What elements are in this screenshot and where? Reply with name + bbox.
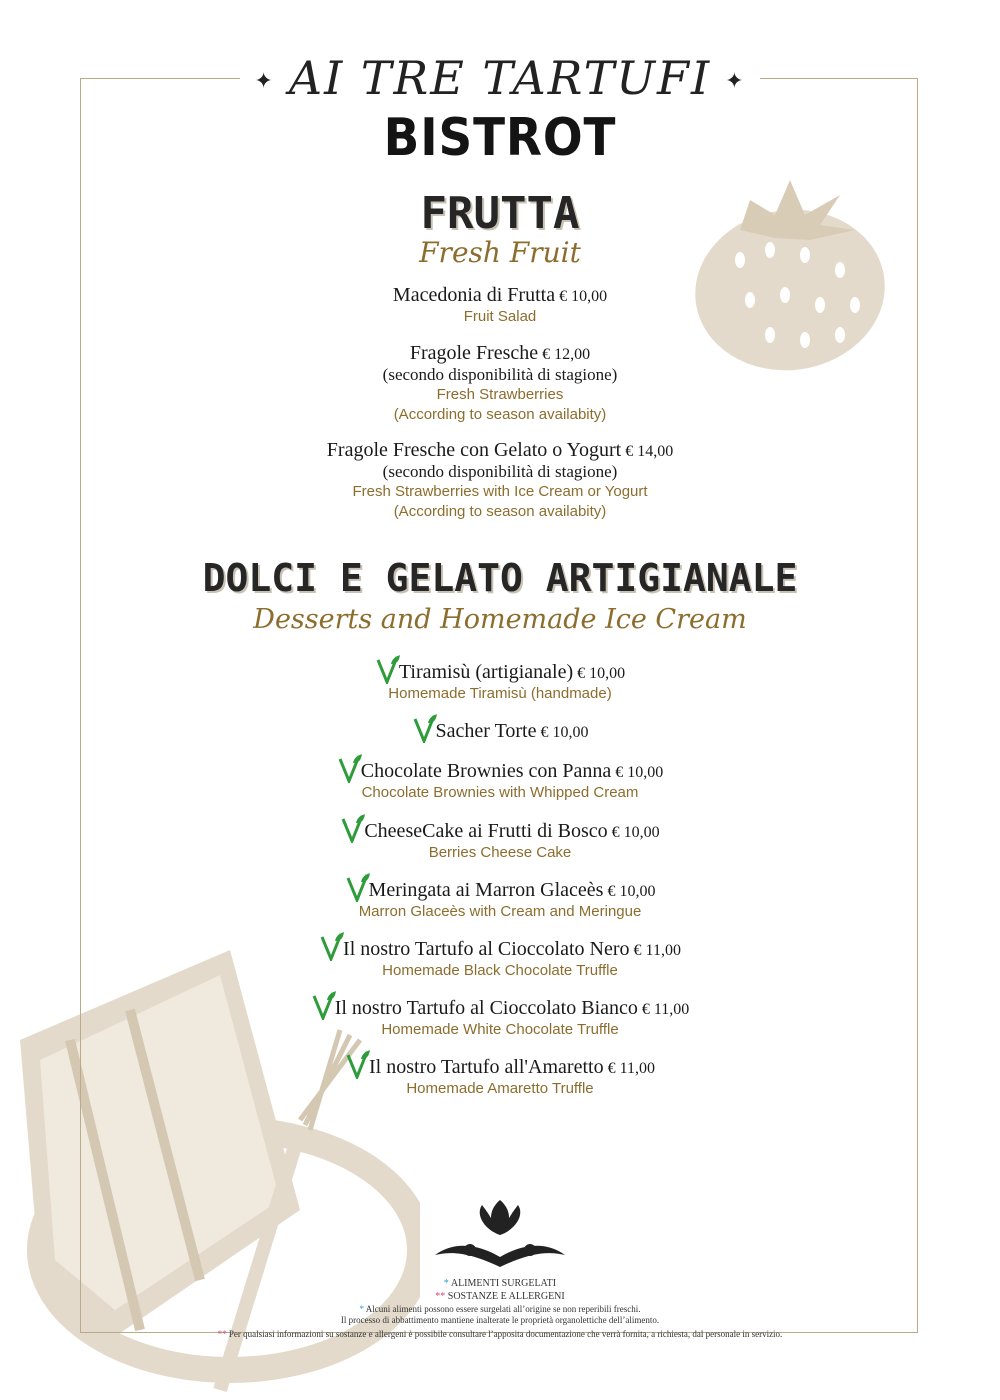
item-translation: Homemade Amaretto Truffle (406, 1080, 594, 1097)
item-price: € 11,00 (607, 1060, 655, 1077)
menu-item (0, 1049, 1000, 1099)
frutta-subtitle: Fresh Fruit (419, 236, 581, 269)
vegan-leaf-icon (375, 654, 401, 684)
diamond-ornament-icon: ✦ (725, 69, 746, 94)
menu-item (0, 343, 1000, 425)
item-translation: Homemade White Chocolate Truffle (381, 1021, 619, 1038)
item-name: Fragole Fresche (409, 342, 539, 364)
frozen-note (0, 1304, 1000, 1314)
menu-item (0, 713, 1000, 743)
menu-item (0, 990, 1000, 1040)
frozen-note-text-1: Alcuni alimenti possono essere surgelati all’origine se non reperibili freschi. (365, 1304, 641, 1314)
item-name: Meringata ai Marron Glaceès (368, 879, 604, 901)
item-price: € 14,00 (625, 443, 674, 460)
vegan-leaf-icon (412, 713, 438, 743)
vegan-leaf-icon (345, 1049, 371, 1079)
diamond-ornament-icon: ✦ (254, 69, 275, 94)
item-price: € 11,00 (633, 942, 681, 959)
item-translation: Marron Glaceès with Cream and Meringue (358, 903, 642, 920)
item-translation-note: (According to season availabity) (393, 406, 607, 423)
allergen-note-text: Per qualsiasi informazioni su sostanze e allergeni è possibile consultare l’apposita documentazione che verrà fornita, a richiesta, dal personale in servizio. (228, 1329, 783, 1339)
item-name: Il nostro Tartufo al Cioccolato Bianco (334, 997, 638, 1019)
item-price: € 10,00 (615, 764, 664, 781)
asterisk-blue: * (359, 1304, 364, 1314)
item-name: Il nostro Tartufo all'Amaretto (369, 1056, 604, 1078)
item-price: € 12,00 (542, 346, 591, 363)
restaurant-name-text: AI TRE TARTUFI (288, 51, 712, 105)
menu-item (0, 753, 1000, 803)
item-translation: Fresh Strawberries with Ice Cream or Yogurt (352, 483, 648, 500)
item-name: Il nostro Tartufo al Cioccolato Nero (343, 938, 630, 960)
asterisk-pink: ** (435, 1291, 446, 1302)
item-translation: Homemade Black Chocolate Truffle (382, 962, 618, 979)
menu-item (0, 440, 1000, 522)
item-price: € 11,00 (641, 1001, 690, 1018)
item-price: € 10,00 (559, 288, 608, 305)
legend-allergens (0, 1291, 1000, 1302)
menu-item (0, 931, 1000, 981)
vegan-leaf-icon (340, 813, 366, 843)
item-translation-note: (According to season availabity) (393, 503, 607, 520)
menu-item (0, 654, 1000, 704)
vegan-leaf-icon (319, 931, 345, 961)
asterisk-blue: * (443, 1278, 449, 1289)
item-translation: Fruit Salad (463, 308, 537, 325)
menu-item (0, 813, 1000, 863)
item-translation: Chocolate Brownies with Whipped Cream (361, 784, 639, 801)
item-price: € 10,00 (611, 824, 660, 841)
allergen-note (0, 1329, 1000, 1339)
item-price: € 10,00 (577, 665, 626, 682)
item-translation: Fresh Strawberries (436, 386, 564, 403)
dolci-title: DOLCI E GELATO ARTIGIANALE (202, 556, 798, 600)
legend-frozen-text: ALIMENTI SURGELATI (450, 1278, 557, 1289)
item-price: € 10,00 (607, 883, 656, 900)
item-name: Sacher Torte (435, 720, 537, 742)
vegan-leaf-icon (311, 990, 337, 1020)
asterisk-pink: ** (217, 1329, 227, 1339)
legend-allergens-text: SOSTANZE E ALLERGENI (447, 1291, 565, 1302)
item-translation: Homemade Tiramisù (handmade) (388, 685, 612, 702)
menu-item (0, 872, 1000, 922)
item-name: CheeseCake ai Frutti di Bosco (364, 820, 608, 842)
legend-frozen (0, 1278, 1000, 1289)
fleur-ornament-icon (430, 1195, 570, 1275)
item-name: Chocolate Brownies con Panna (360, 760, 612, 782)
item-note: (secondo disponibilità di stagione) (382, 365, 618, 384)
frozen-note-2: Il processo di abbattimento mantiene inalterate le proprietà organolettiche dell’alimento. (340, 1315, 660, 1325)
restaurant-name (0, 48, 1000, 112)
frutta-title: FRUTTA (420, 188, 580, 239)
vegan-leaf-icon (345, 872, 371, 902)
item-name: Tiramisù (artigianale) (398, 661, 574, 683)
vegan-leaf-icon (337, 753, 363, 783)
bistrot-subtitle: BISTROT (383, 108, 617, 168)
item-name: Fragole Fresche con Gelato o Yogurt (326, 439, 622, 461)
item-note: (secondo disponibilità di stagione) (382, 462, 618, 481)
dolci-subtitle: Desserts and Homemade Ice Cream (253, 604, 747, 635)
item-price: € 10,00 (540, 724, 589, 741)
menu-item (0, 285, 1000, 327)
item-translation: Berries Cheese Cake (428, 844, 572, 861)
item-name: Macedonia di Frutta (392, 284, 556, 306)
